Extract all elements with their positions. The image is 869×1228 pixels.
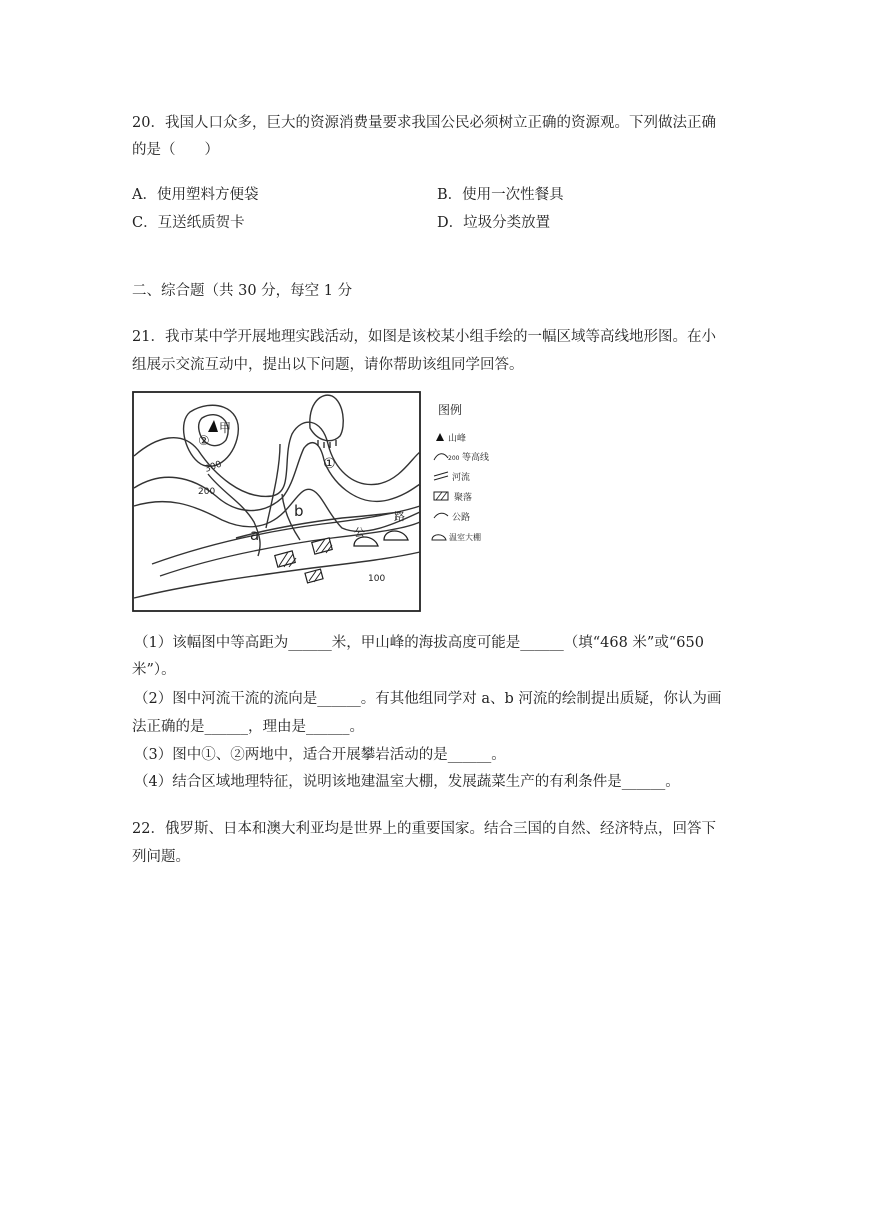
legend-contour-icon [434,454,448,460]
hill-contour [310,395,343,441]
q22-stem-line1: 22．俄罗斯、日本和澳大利亚均是世界上的重要国家。结合三国的自然、经济特点，回答下 [132,821,716,837]
road-label-lu: 路 [394,510,405,523]
q21-sub4: （4）结合区域地理特征，说明该地建温室大棚，发展蔬菜生产的有利条件是______。 [134,774,680,790]
legend-contour-value: 200 [448,455,460,462]
site-1-label: ① [323,456,336,472]
q20-option-c: C．互送纸质贺卡 [132,215,245,231]
q21-stem-line2: 组展示交流互动中，提出以下问题，请你帮助该组同学回答。 [132,357,524,373]
legend-peak-text: 山峰 [448,434,467,444]
legend-title: 图例 [438,403,463,417]
legend-road-text: 公路 [452,513,471,523]
legend-peak-icon [436,433,444,441]
site-2-label: ② [198,434,210,449]
legend-settlement-text: 聚落 [454,493,473,503]
legend-river-icon [434,472,448,480]
q20-option-d: D．垃圾分类放置 [437,215,551,231]
q21-sub2-line1: （2）图中河流干流的流向是______。有其他组同学对 a、b 河流的绘制提出质疑，你认为画 [134,691,722,707]
river-a-tributary [266,444,280,528]
river-b-label: b [294,502,304,520]
legend-river-text: 河流 [452,473,471,483]
legend-contour-text: 等高线 [462,453,490,463]
contour-line-outer [134,422,420,496]
q22-stem-line2: 列问题。 [132,849,190,865]
legend-greenhouse-icon [432,535,446,540]
q21-stem-line1: 21．我市某中学开展地理实践活动，如图是该校某小组手绘的一幅区域等高线地形图。在小 [132,329,716,345]
q20-stem-line1: 20．我国人口众多，巨大的资源消费量要求我国公民必须树立正确的资源观。下列做法正确 [132,115,716,131]
q21-sub2-line2: 法正确的是______，理由是______。 [132,719,364,735]
legend-road-icon [434,513,448,518]
contour-map [132,388,504,614]
peak-label: 甲 [219,421,232,435]
map-legend [432,402,489,542]
q20-stem-line2: 的是（ ） [132,142,219,158]
legend-greenhouse-text: 温室大棚 [449,533,481,542]
contour-line-200 [134,489,420,531]
q21-sub1-line2: 米”）。 [132,662,176,678]
river-a-label: a [250,526,260,544]
road-label-gong: 公 [354,526,365,539]
greenhouse-2 [384,531,408,540]
section2-heading: 二、综合题（共 30 分，每空 1 分 [132,283,353,299]
q21-sub1-line1: （1）该幅图中等高距为______米，甲山峰的海拔高度可能是______（填“468 米”或“650 [134,635,704,651]
peak-marker-icon [208,420,218,432]
contour-200-label: 200 [198,487,216,497]
q20-option-b: B．使用一次性餐具 [437,187,564,203]
contour-300-label: 300 [203,459,224,475]
q20-option-a: A．使用塑料方便袋 [132,187,259,203]
contour-100-label: 100 [368,574,386,584]
q21-sub3: （3）图中①、②两地中，适合开展攀岩活动的是______。 [134,747,506,763]
settlement-3 [305,569,323,583]
